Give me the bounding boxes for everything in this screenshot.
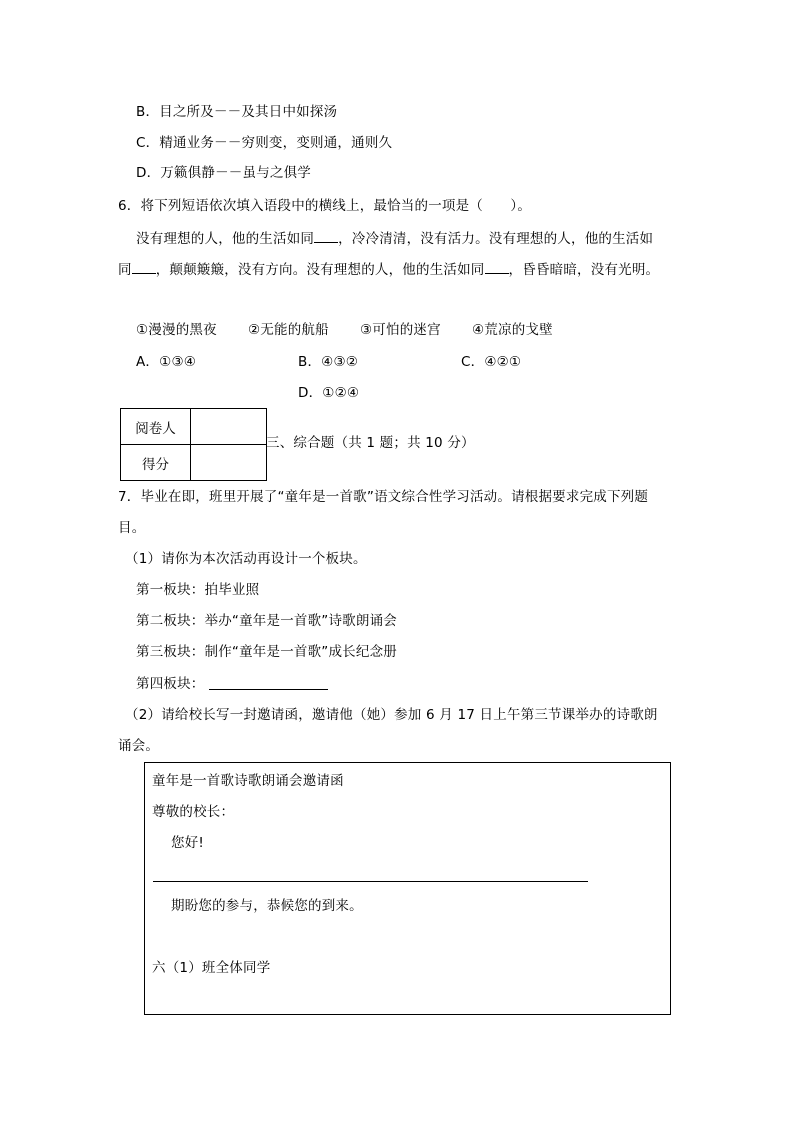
fill-blank-3[interactable] [485, 259, 509, 274]
letter-closing: 期盼您的参与，恭候您的到来。 [171, 898, 363, 914]
q7-part1: （1）请你为本次活动再设计一个板块。 [125, 551, 367, 567]
block-1: 第一板块：拍毕业照 [136, 582, 260, 598]
q6-option-b[interactable]: B．④③② [298, 354, 359, 370]
q6-passage-line2 [118, 259, 659, 280]
score-table [120, 408, 267, 481]
letter-title: 童年是一首歌诗歌朗诵会邀请函 [152, 773, 344, 789]
letter-greeting: 您好! [171, 835, 205, 851]
grader-label: 阅卷人 [121, 409, 191, 445]
q6-stem: 6．将下列短语依次填入语段中的横线上，最恰当的一项是（ ）。 [118, 198, 532, 214]
section-title: 三、综合题（共 1 题；共 10 分） [266, 435, 475, 451]
fill-blank-2[interactable] [132, 259, 156, 274]
passage-text: 没有理想的人，他的生活如同 [136, 231, 315, 247]
passage-text: ，昏昏暗暗，没有光明。 [508, 262, 660, 278]
score-label: 得分 [121, 445, 191, 481]
block-4-label: 第四板块： [136, 676, 205, 692]
fill-blank-1[interactable] [314, 228, 338, 243]
q6-option-c[interactable]: C．④②① [461, 354, 522, 370]
q7-part2-line1: （2）请给校长写一封邀请函，邀请他（她）参加 6 月 17 日上午第三节课举办的诗歌朗 [125, 707, 658, 723]
block-3: 第三板块：制作“童年是一首歌”成长纪念册 [136, 644, 397, 660]
letter-signature: 六（1）班全体同学 [152, 960, 271, 976]
q6-phrase-3: ③可怕的迷宫 [360, 322, 441, 338]
q6-option-a[interactable]: A．①③④ [136, 354, 197, 370]
block-2: 第二板块：举办“童年是一首歌”诗歌朗诵会 [136, 613, 397, 629]
q6-phrase-1: ①漫漫的黑夜 [136, 322, 217, 338]
q5-option-b: B．目之所及－－及其日中如探汤 [136, 104, 338, 120]
passage-text: ，颠颠簸簸，没有方向。没有理想的人，他的生活如同 [155, 262, 485, 278]
letter-salutation: 尊敬的校长： [152, 804, 235, 820]
q7-stem-line1: 7．毕业在即，班里开展了“童年是一首歌”语文综合性学习活动。请根据要求完成下列题 [118, 489, 649, 505]
q6-option-d[interactable]: D．①②④ [298, 385, 360, 401]
q5-option-d: D．万籁俱静－－虽与之俱学 [136, 165, 311, 181]
score-field[interactable] [191, 445, 267, 481]
q5-option-c: C．精通业务－－穷则变，变则通，通则久 [136, 135, 393, 151]
q6-phrase-4: ④荒凉的戈壁 [472, 322, 553, 338]
grader-field[interactable] [191, 409, 267, 445]
q6-passage-line1 [136, 228, 653, 249]
passage-text: 同 [118, 262, 132, 278]
block-4-answer-field[interactable] [209, 689, 328, 690]
q7-stem-line2: 目。 [118, 520, 146, 536]
q7-part2-line2: 诵会。 [118, 738, 160, 754]
q6-phrase-2: ②无能的航船 [248, 322, 329, 338]
letter-body-answer-field[interactable] [153, 881, 588, 882]
passage-text: ，冷冷清清，没有活力。没有理想的人，他的生活如 [338, 231, 654, 247]
